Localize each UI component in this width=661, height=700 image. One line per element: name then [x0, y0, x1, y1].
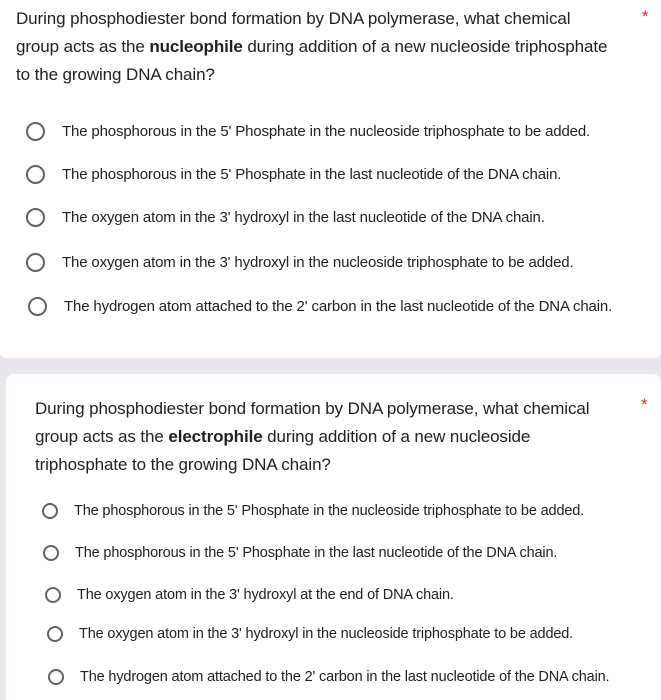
- required-asterisk: *: [642, 7, 649, 26]
- question-keyword: nucleophile: [149, 37, 243, 56]
- radio-button-icon[interactable]: [43, 545, 59, 561]
- question-text: [35, 395, 625, 479]
- radio-button-icon[interactable]: [42, 503, 58, 519]
- answer-option-5[interactable]: [48, 669, 609, 685]
- answer-option-4[interactable]: [26, 253, 574, 272]
- required-asterisk: *: [641, 395, 648, 414]
- answer-option-3[interactable]: [26, 208, 545, 227]
- option-label: The phosphorous in the 5' Phosphate in the nucleoside triphosphate to be added.: [62, 123, 591, 140]
- question-card-2: [6, 374, 661, 700]
- question-text-part: During phosphodiester bond formation by DNA polymerase, what chemical group acts as the: [16, 9, 571, 56]
- radio-button-icon[interactable]: [28, 297, 47, 316]
- radio-button-icon[interactable]: [26, 208, 45, 227]
- option-label: The phosphorous in the 5' Phosphate in the nucleoside triphosphate to be added.: [74, 503, 585, 519]
- question-text-part: during addition of a new nucleoside triphosphate to the growing DNA chain?: [35, 427, 531, 474]
- answer-option-1[interactable]: [42, 503, 584, 519]
- answer-option-1[interactable]: [26, 122, 590, 141]
- answer-option-3[interactable]: [45, 587, 454, 603]
- question-keyword: electrophile: [168, 427, 263, 446]
- option-label: The oxygen atom in the 3' hydroxyl at the end of DNA chain.: [77, 587, 454, 603]
- radio-button-icon[interactable]: [45, 587, 61, 603]
- radio-button-icon[interactable]: [48, 669, 64, 685]
- option-label: The phosphorous in the 5' Phosphate in the last nucleotide of the DNA chain.: [62, 166, 562, 183]
- answer-option-4[interactable]: [47, 626, 573, 642]
- option-label: The oxygen atom in the 3' hydroxyl in the nucleoside triphosphate to be added.: [79, 626, 574, 642]
- radio-button-icon[interactable]: [26, 253, 45, 272]
- question-text-part: During phosphodiester bond formation by DNA polymerase, what chemical group acts as the: [35, 399, 590, 446]
- option-label: The hydrogen atom attached to the 2' carbon in the last nucleotide of the DNA chain.: [80, 669, 610, 685]
- option-label: The oxygen atom in the 3' hydroxyl in the nucleoside triphosphate to be added.: [62, 254, 574, 271]
- question-text: [16, 5, 616, 89]
- option-label: The hydrogen atom attached to the 2' carbon in the last nucleotide of the DNA chain.: [64, 298, 613, 315]
- radio-button-icon[interactable]: [47, 626, 63, 642]
- radio-button-icon[interactable]: [26, 165, 45, 184]
- question-text-part: during addition of a new nucleoside triphosphate to the growing DNA chain?: [16, 37, 608, 84]
- radio-button-icon[interactable]: [26, 122, 45, 141]
- option-label: The phosphorous in the 5' Phosphate in the last nucleotide of the DNA chain.: [75, 545, 558, 561]
- option-label: The oxygen atom in the 3' hydroxyl in the last nucleotide of the DNA chain.: [62, 209, 545, 226]
- answer-option-2[interactable]: [43, 545, 557, 561]
- answer-option-5[interactable]: [28, 297, 612, 316]
- answer-option-2[interactable]: [26, 165, 561, 184]
